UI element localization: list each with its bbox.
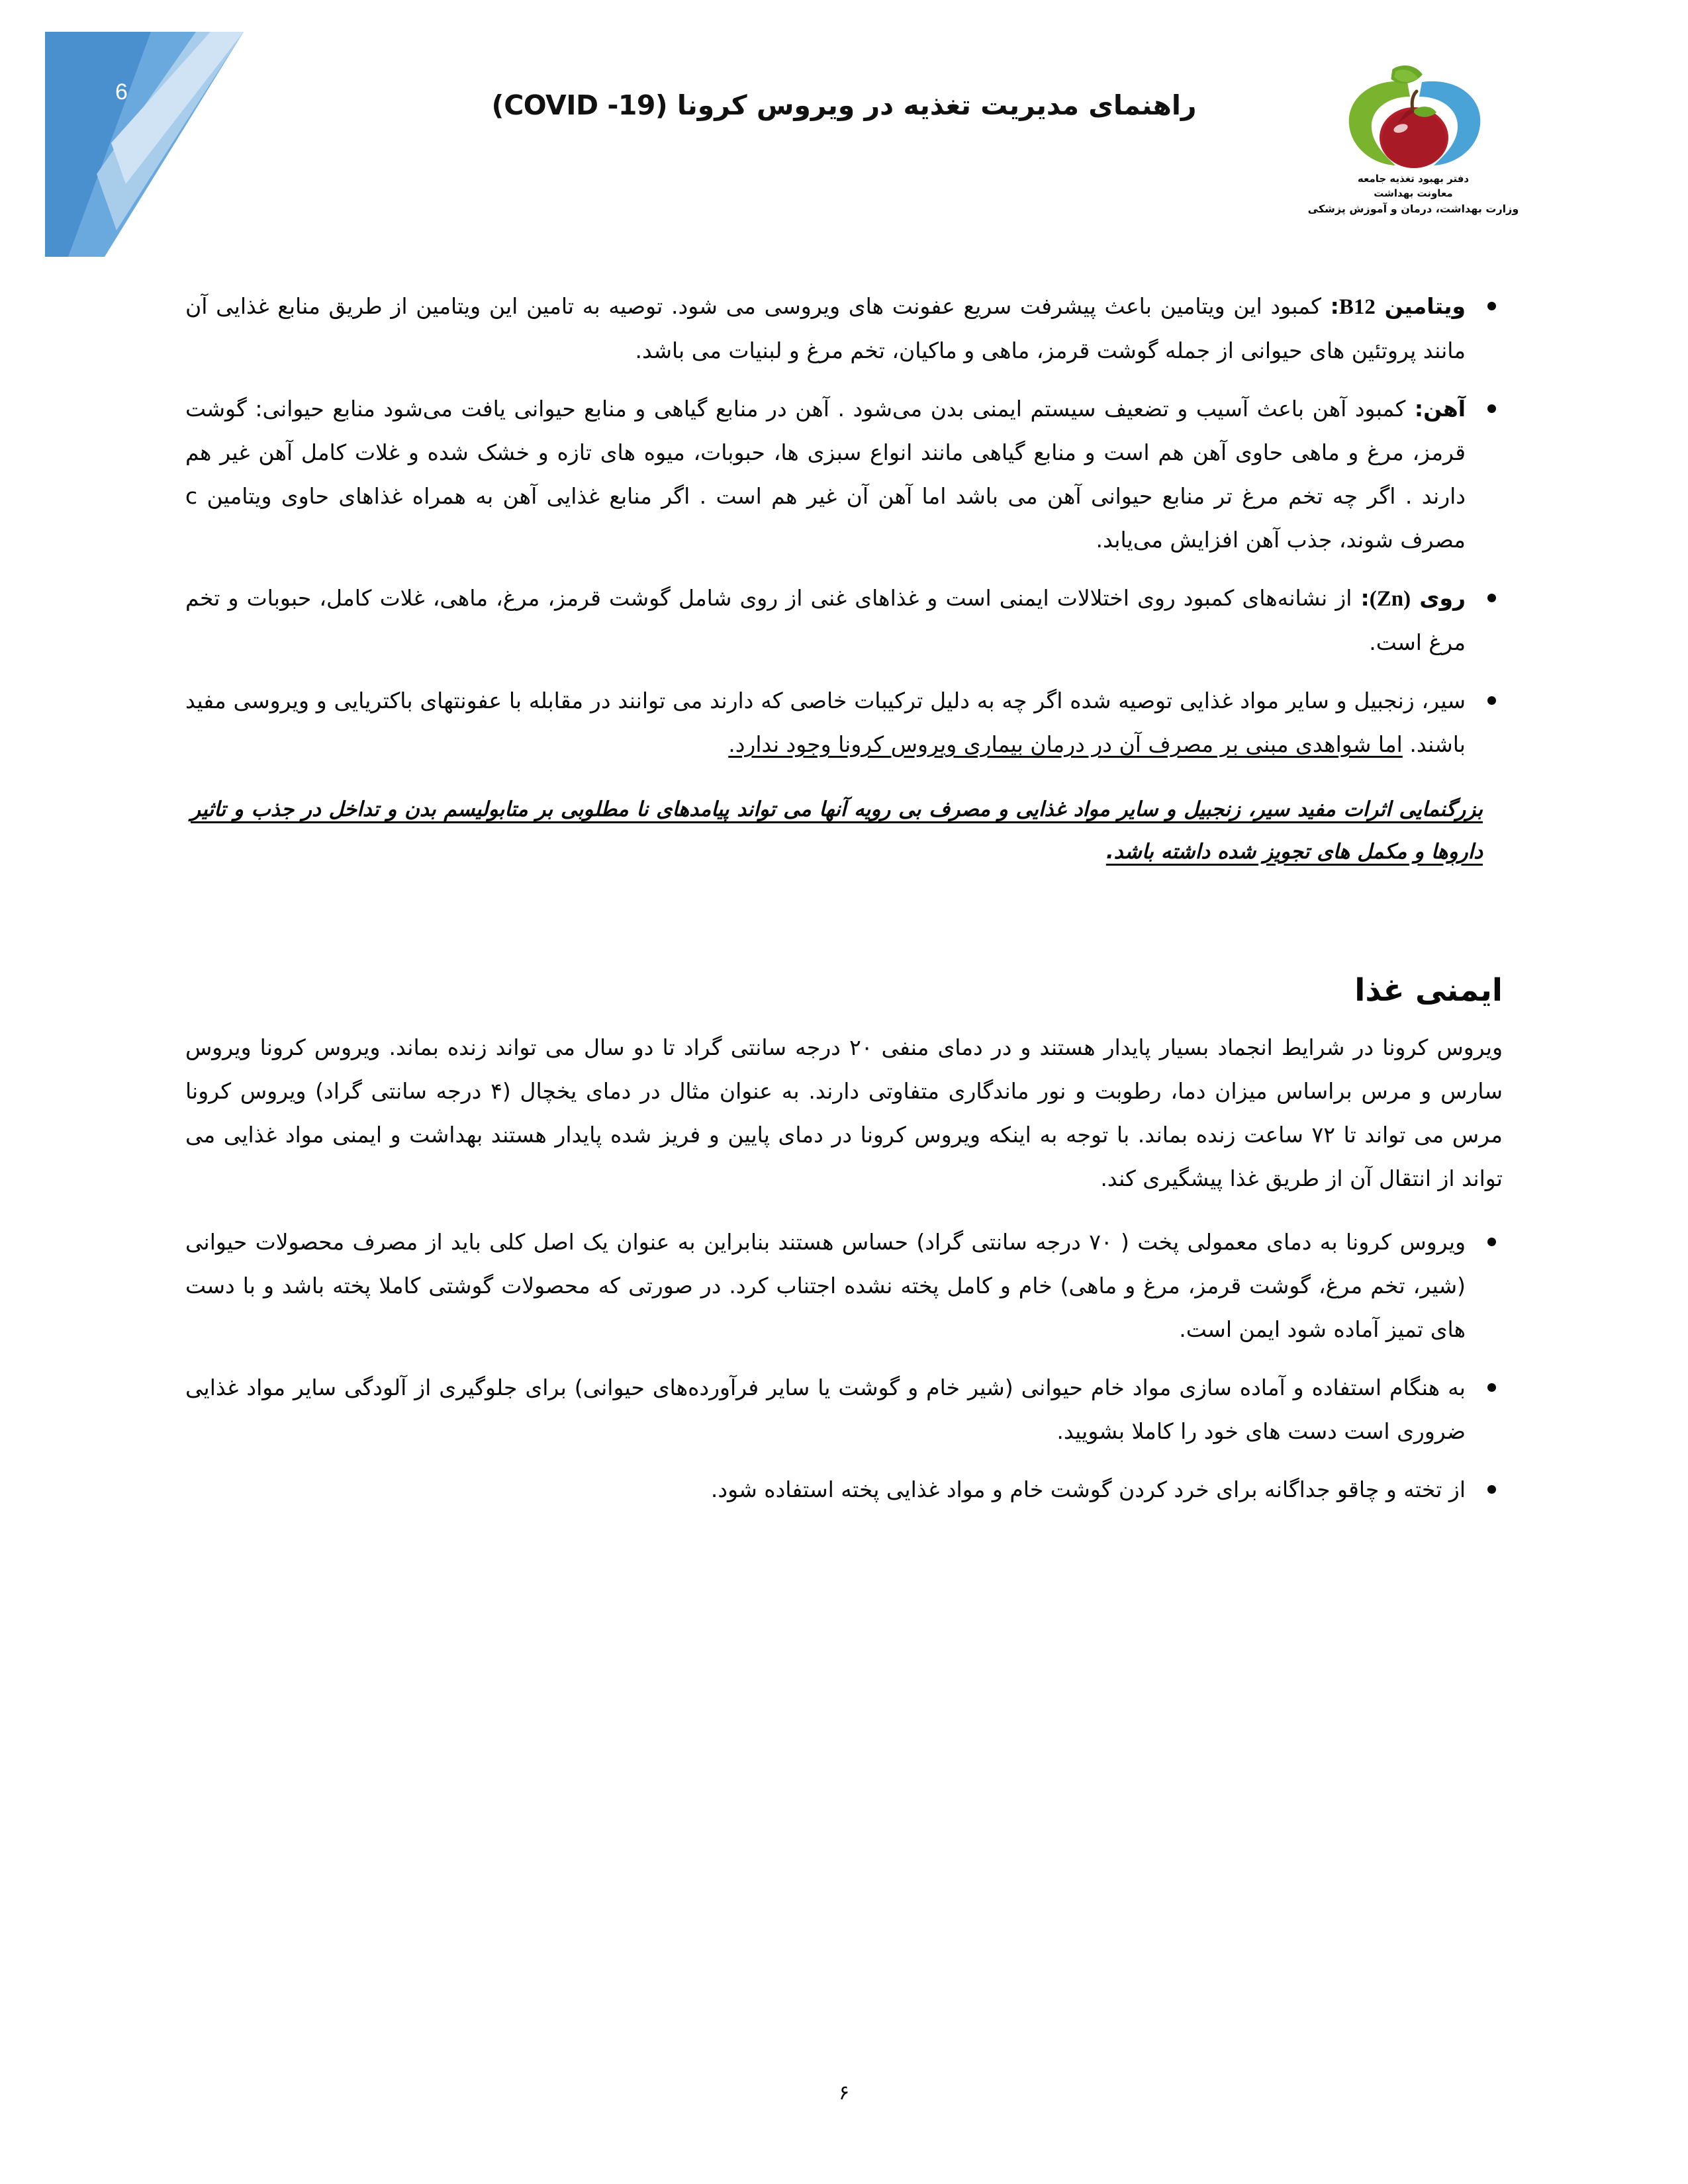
- bullet-text: کمبود آهن باعث آسیب و تضعیف سیستم ایمنی بدن می‌شود . آهن در منابع گیاهی و منابع حیوانی یافت می‌شود منابع حیوانی: گوشت قرمز، مرغ و ماهی حاوی آهن هم است و منابع گیاهی مانند انواع سبزی ها، حبوبات، میوه های تازه و خشک شده و غلات کامل آهن غیر هم دارند . اگر چه تخم مرغ تر منابع حیوانی آهن می باشد اما آهن آن غیر هم است . اگر منابع غذایی آهن به همراه غذاهای حاوی ویتامین c مصرف شوند، جذب آهن افزایش می‌یابد.: [185, 396, 1466, 553]
- bullet-lead-suffix: :: [1321, 293, 1339, 319]
- bullet-text: به هنگام استفاده و آماده سازی مواد خام حیوانی (شیر خام و گوشت یا سایر فرآورده‌های حیوانی) برای جلوگیری از آلودگی سایر مواد غذایی ضروری است دست های خود را کاملا بشویید.: [185, 1375, 1466, 1445]
- bullet-lead-suffix: :: [1405, 396, 1424, 422]
- list-item-garlic-ginger: [185, 679, 1503, 766]
- logo-line-deputy: معاونت بهداشت: [1374, 187, 1453, 199]
- list-item-cooking-temperature: [185, 1220, 1503, 1351]
- list-item-iron: [185, 387, 1503, 562]
- section-heading-food-safety: ایمنی غذا: [1354, 972, 1503, 1009]
- logo-caption: [1304, 172, 1523, 216]
- document-body: [185, 285, 1503, 1512]
- list-item-vitamin-b12: [185, 285, 1503, 373]
- bullet-lead-label: ویتامین: [1375, 293, 1466, 319]
- list-item-zinc: [185, 576, 1503, 664]
- bullet-text-underlined: اما شواهدی مبنی بر مصرف آن در درمان بیماری ویروس کرونا وجود ندارد.: [728, 731, 1403, 757]
- organization-logo: [1304, 38, 1523, 216]
- footer-page-number: ۶: [838, 2081, 850, 2105]
- nutrient-warning-paragraph: بزرگنمایی اثرات مفید سیر، زنجبیل و سایر مواد غذایی و مصرف بی رویه آنها می تواند پیامدهای نا مطلوبی بر متابولیسم بدن و تداخل در جذب و تاثیر داروها و مکمل های تجویز شده داشته باشد.: [191, 797, 1483, 864]
- blue-triangles-graphic: [45, 32, 389, 257]
- food-safety-intro-paragraph: ویروس کرونا در شرایط انجماد بسیار پایدار هستند و در دمای منفی ۲۰ درجه سانتی گراد تا دو سال می تواند زنده بماند. ویروس کرونا ویروس سارس و مرس براساس میزان دما، رطوبت و نور ماندگاری متفاوتی دارند. به عنوان مثال در دمای یخچال (۴ درجه سانتی گراد) ویروس کرونا مرس می تواند تا ۷۲ ساعت زنده بماند. با توجه به اینکه ویروس کرونا در دمای پایین و فریز شده پایدار هستند بهداشت و ایمنی مواد غذایی می تواند از انتقال آن از طریق غذا پیشگیری کند.: [185, 1034, 1503, 1192]
- bullet-text: کمبود این ویتامین باعث پیشرفت سریع عفونت های ویروسی می شود. توصیه به تامین این ویتامین از طریق منابع غذایی آن مانند پروتئین های حیوانی از جمله گوشت قرمز، ماهی و ماکیان، تخم مرغ و لبنیات می باشد.: [185, 293, 1466, 363]
- page-number-badge: 6: [115, 79, 128, 105]
- bullet-text-plain: سیر، زنجبیل و سایر مواد غذایی توصیه شده اگر چه به دلیل ترکیبات خاصی که دارند می توانند در مقابله با عفونتهای باکتریایی و ویروسی مفید باشند.: [185, 688, 1466, 757]
- bullet-lead-suffix: :: [1352, 585, 1370, 611]
- food-safety-bullet-list: [185, 1220, 1503, 1512]
- bullet-lead-latin: B12: [1338, 295, 1376, 319]
- spacer: [185, 1211, 1503, 1220]
- page-header: [0, 0, 1688, 278]
- logo-line-office: دفتر بهبود تغذیه جامعه: [1357, 173, 1470, 185]
- bullet-lead-label: روی: [1411, 585, 1466, 611]
- list-item-separate-board-knife: [185, 1468, 1503, 1512]
- nutrient-bullet-list: [185, 285, 1503, 766]
- bullet-text: از نشانه‌های کمبود روی اختلالات ایمنی است و غذاهای غنی از روی شامل گوشت قرمز، مرغ، ماهی، غلات کامل، حبوبات و تخم مرغ است.: [185, 585, 1466, 655]
- bullet-lead-latin: (Zn): [1369, 587, 1411, 611]
- bullet-lead-label: آهن: [1423, 396, 1466, 422]
- header-decoration: [45, 32, 389, 257]
- bullet-text: از تخته و چاقو جداگانه برای خرد کردن گوشت خام و مواد غذایی پخته استفاده شود.: [710, 1477, 1466, 1503]
- page-title: راهنمای مدیریت تغذیه در ویروس کرونا (COVID -19): [491, 89, 1197, 121]
- logo-line-ministry: وزارت بهداشت، درمان و آموزش پزشکی: [1307, 202, 1519, 215]
- apple-heart-logo-icon: [1329, 38, 1498, 171]
- list-item-handwashing: [185, 1366, 1503, 1453]
- bullet-text: ویروس کرونا به دمای معمولی پخت ( ۷۰ درجه سانتی گراد) حساس هستند بنابراین به عنوان یک اصل کلی باید از مصرف محصولات حیوانی (شیر، تخم مرغ، گوشت قرمز، مرغ و ماهی) خام و کامل پخته نشده اجتناب کرد. در صورتی که محصولات گوشتی کاملا پخته باشد و با دست های تمیز آماده شود ایمن است.: [185, 1229, 1466, 1343]
